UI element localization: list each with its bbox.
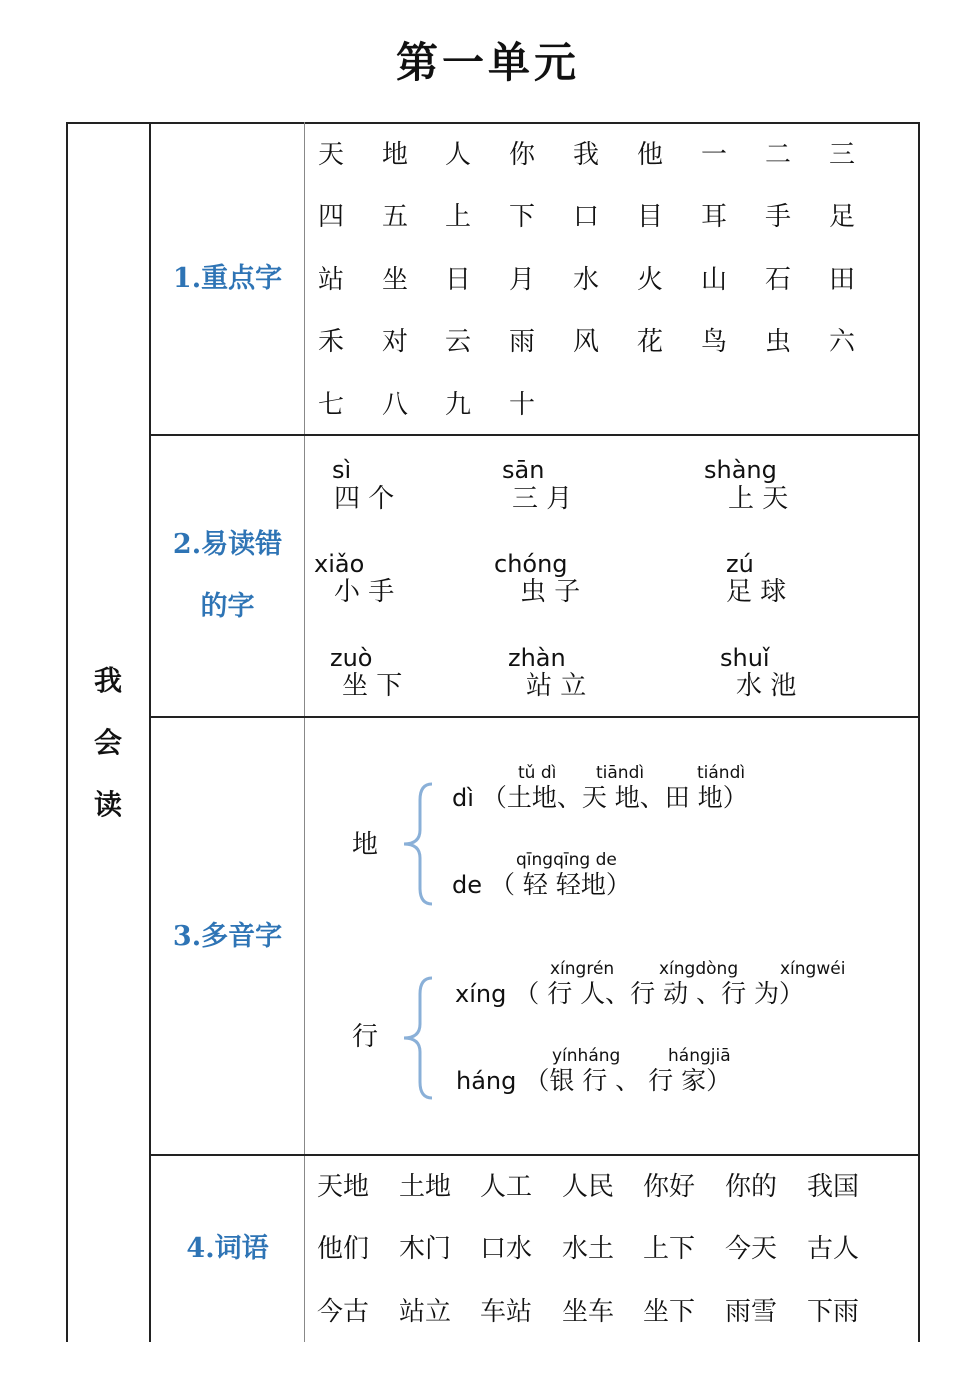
vocab-word: 车站: [480, 1297, 533, 1327]
side-label-char: 会: [93, 726, 122, 759]
key-character: 花: [636, 327, 663, 357]
reading-annotation: tiándì: [697, 763, 746, 783]
vocab-word: 人工: [480, 1172, 533, 1202]
key-character: 他: [636, 140, 663, 170]
reading-words: （ 轻 轻地）: [489, 870, 631, 899]
key-character: 禾: [317, 327, 344, 357]
brace-icon: [398, 974, 438, 1102]
section-label-key-characters: 1.重点字: [172, 263, 283, 294]
key-character: 水: [572, 265, 599, 295]
vocab-word: 人民: [562, 1172, 615, 1202]
reading-annotation: hángjiā: [668, 1046, 731, 1066]
reading-pinyin: de: [452, 871, 482, 899]
key-character: 风: [572, 327, 599, 357]
vocab-word: 土地: [399, 1172, 452, 1202]
polyphone-reading: [456, 1066, 731, 1096]
reading-annotation: xíngrén: [550, 959, 615, 979]
error-prone-pinyin: shuǐ: [720, 644, 770, 672]
vocab-word: 坐下: [643, 1297, 696, 1327]
row-divider-1: [149, 434, 919, 436]
vocab-word: 口水: [480, 1234, 533, 1264]
key-character: 八: [381, 390, 408, 420]
reading-annotation: qīngqīng de: [516, 850, 617, 870]
reading-annotation: tǔ dì: [518, 763, 557, 783]
table-border-top: [66, 122, 919, 124]
page-title: 第一单元: [395, 38, 580, 87]
error-prone-pinyin: zuò: [330, 644, 373, 672]
vocab-word: 木门: [399, 1234, 452, 1264]
error-prone-words: 水 池: [736, 671, 797, 701]
error-prone-pinyin: sān: [502, 456, 545, 484]
reading-annotation: xíngdòng: [659, 959, 739, 979]
reading-words: （ 行 人、行 动 、行 为）: [514, 979, 805, 1008]
key-character: 站: [317, 265, 344, 295]
key-character: 田: [828, 265, 855, 295]
reading-words: （土地、天 地、田 地）: [481, 783, 748, 812]
error-prone-words: 三 月: [512, 484, 573, 514]
error-prone-words: 小 手: [334, 577, 395, 607]
section-label-error-prone: [150, 514, 305, 638]
section-label-polyphones: 3.多音字: [172, 921, 283, 952]
vocab-word: 天地: [317, 1172, 370, 1202]
key-character: 坐: [381, 265, 408, 295]
error-prone-pinyin: zú: [726, 550, 754, 578]
reading-pinyin: háng: [456, 1067, 517, 1095]
key-character: 二: [764, 140, 791, 170]
polyphone-char: 行: [352, 1022, 379, 1052]
error-prone-words: 坐 下: [342, 671, 403, 701]
polyphone-reading: [452, 870, 631, 900]
key-character: 地: [381, 140, 408, 170]
key-character: 对: [381, 327, 408, 357]
key-character: 四: [317, 202, 344, 232]
error-prone-pinyin: xiǎo: [314, 550, 365, 578]
key-character: 足: [828, 202, 855, 232]
key-character: 手: [764, 202, 791, 232]
vocab-word: 他们: [317, 1234, 370, 1264]
vocab-word: 水土: [562, 1234, 615, 1264]
reading-annotation: tiāndì: [596, 763, 645, 783]
reading-pinyin: xíng: [455, 980, 507, 1008]
error-prone-words: 上 天: [728, 484, 789, 514]
key-character: 目: [636, 202, 663, 232]
vocab-word: 你好: [643, 1172, 696, 1202]
side-label: [66, 650, 150, 836]
section-label-line: 的字: [200, 591, 255, 622]
key-character: 五: [381, 202, 408, 232]
key-character: 上: [444, 202, 471, 232]
error-prone-pinyin: shàng: [704, 456, 777, 484]
key-character: 六: [828, 327, 855, 357]
key-character: 石: [764, 265, 791, 295]
polyphone-reading: [455, 979, 804, 1009]
error-prone-pinyin: sì: [332, 456, 352, 484]
error-prone-words: 四 个: [334, 484, 395, 514]
vocab-word: 你的: [725, 1172, 778, 1202]
key-character: 耳: [700, 202, 727, 232]
key-character: 云: [444, 327, 471, 357]
key-character: 天: [317, 140, 344, 170]
reading-annotation: xíngwéi: [780, 959, 846, 979]
error-prone-pinyin: zhàn: [508, 644, 566, 672]
vocab-word: 上下: [643, 1234, 696, 1264]
key-character: 你: [508, 140, 535, 170]
key-character: 口: [572, 202, 599, 232]
key-character: 一: [700, 140, 727, 170]
key-character: 月: [508, 265, 535, 295]
reading-pinyin: dì: [452, 784, 474, 812]
vocab-word: 我国: [807, 1172, 860, 1202]
polyphone-char: 地: [352, 830, 379, 860]
polyphone-reading: [452, 783, 748, 813]
key-character: 日: [444, 265, 471, 295]
side-label-char: 我: [93, 664, 122, 697]
vocab-word: 坐车: [562, 1297, 615, 1327]
row-divider-3: [149, 1154, 919, 1156]
key-character: 山: [700, 265, 727, 295]
error-prone-words: 虫 子: [520, 577, 581, 607]
key-character: 虫: [764, 327, 791, 357]
vocab-word: 今古: [317, 1297, 370, 1327]
key-character: 七: [317, 390, 344, 420]
reading-annotation: yínháng: [552, 1046, 621, 1066]
key-character: 鸟: [700, 327, 727, 357]
key-character: 九: [444, 390, 471, 420]
error-prone-pinyin: chóng: [494, 550, 568, 578]
error-prone-words: 站 立: [526, 671, 587, 701]
vocab-word: 雨雪: [725, 1297, 778, 1327]
key-character: 三: [828, 140, 855, 170]
key-character: 雨: [508, 327, 535, 357]
vocab-word: 下雨: [807, 1297, 860, 1327]
section-label-line: 2.易读错: [172, 529, 283, 560]
key-character: 人: [444, 140, 471, 170]
vocab-word: 古人: [807, 1234, 860, 1264]
key-character: 下: [508, 202, 535, 232]
row-divider-2: [149, 716, 919, 718]
vocab-word: 站立: [399, 1297, 452, 1327]
vocab-word: 今天: [725, 1234, 778, 1264]
reading-words: （银 行 、 行 家）: [524, 1066, 732, 1095]
side-label-char: 读: [93, 788, 122, 821]
table-border-right: [918, 122, 920, 1342]
section-label-words: 4.词语: [186, 1233, 269, 1264]
key-character: 十: [508, 390, 535, 420]
brace-icon: [398, 780, 438, 908]
error-prone-words: 足 球: [726, 577, 787, 607]
key-character: 我: [572, 140, 599, 170]
key-character: 火: [636, 265, 663, 295]
